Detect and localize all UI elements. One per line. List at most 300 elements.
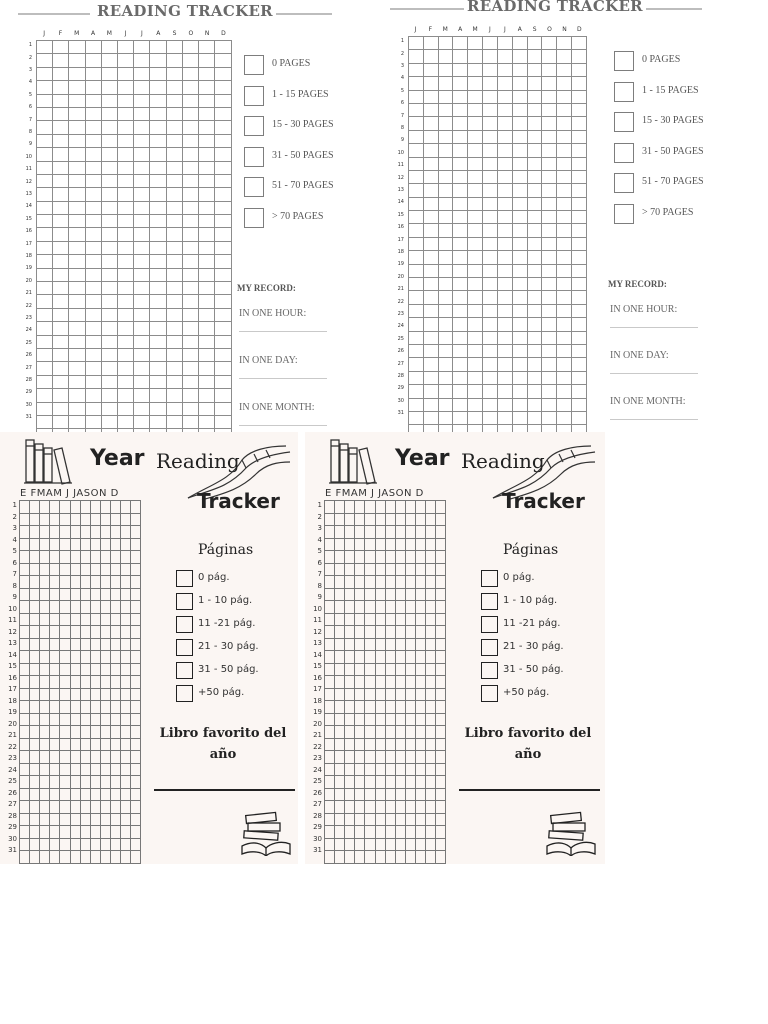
day-cell[interactable] [483,411,498,424]
day-cell[interactable] [90,626,100,639]
day-cell[interactable] [335,576,345,589]
day-cell[interactable] [70,838,80,851]
day-cell[interactable] [215,54,231,67]
day-cell[interactable] [527,331,542,344]
day-cell[interactable] [468,157,483,170]
day-cell[interactable] [20,526,30,539]
day-cell[interactable] [355,788,365,801]
day-cell[interactable] [85,148,101,161]
day-cell[interactable] [150,201,166,214]
day-cell[interactable] [365,638,375,651]
day-cell[interactable] [85,134,101,147]
day-cell[interactable] [100,513,110,526]
day-cell[interactable] [118,54,134,67]
day-cell[interactable] [436,513,446,526]
day-cell[interactable] [375,526,385,539]
day-cell[interactable] [557,385,572,398]
day-cell[interactable] [131,851,141,864]
day-cell[interactable] [30,501,40,514]
day-cell[interactable] [385,713,395,726]
day-cell[interactable] [557,130,572,143]
day-cell[interactable] [69,41,85,54]
day-cell[interactable] [166,41,182,54]
day-cell[interactable] [37,215,53,228]
day-cell[interactable] [375,626,385,639]
day-cell[interactable] [468,90,483,103]
day-cell[interactable] [436,638,446,651]
day-cell[interactable] [483,37,498,50]
day-cell[interactable] [557,197,572,210]
day-cell[interactable] [468,37,483,50]
day-cell[interactable] [101,134,117,147]
day-cell[interactable] [134,148,150,161]
day-cell[interactable] [110,701,120,714]
day-cell[interactable] [453,117,468,130]
day-cell[interactable] [453,170,468,183]
day-cell[interactable] [134,201,150,214]
day-cell[interactable] [30,663,40,676]
day-cell[interactable] [423,157,438,170]
day-cell[interactable] [37,107,53,120]
day-cell[interactable] [50,763,60,776]
day-cell[interactable] [365,526,375,539]
day-cell[interactable] [50,501,60,514]
day-cell[interactable] [134,81,150,94]
day-cell[interactable] [468,144,483,157]
day-cell[interactable] [85,188,101,201]
day-cell[interactable] [345,538,355,551]
day-cell[interactable] [571,130,586,143]
day-cell[interactable] [557,37,572,50]
day-cell[interactable] [215,348,231,361]
day-cell[interactable] [110,738,120,751]
day-cell[interactable] [395,526,405,539]
day-cell[interactable] [385,613,395,626]
day-cell[interactable] [405,651,415,664]
day-cell[interactable] [53,241,69,254]
legend-checkbox[interactable] [176,616,193,633]
day-cell[interactable] [150,348,166,361]
day-cell[interactable] [415,613,425,626]
day-cell[interactable] [53,335,69,348]
day-cell[interactable] [50,563,60,576]
day-cell[interactable] [527,184,542,197]
day-cell[interactable] [150,308,166,321]
legend-checkbox[interactable] [244,116,264,136]
day-cell[interactable] [20,601,30,614]
day-cell[interactable] [150,121,166,134]
day-cell[interactable] [118,41,134,54]
day-cell[interactable] [335,501,345,514]
day-cell[interactable] [70,626,80,639]
day-cell[interactable] [20,763,30,776]
day-cell[interactable] [121,826,131,839]
day-cell[interactable] [131,513,141,526]
day-cell[interactable] [70,638,80,651]
day-cell[interactable] [453,251,468,264]
day-cell[interactable] [131,813,141,826]
day-cell[interactable] [134,362,150,375]
day-cell[interactable] [423,211,438,224]
day-cell[interactable] [512,264,527,277]
day-cell[interactable] [118,295,134,308]
day-cell[interactable] [101,67,117,80]
day-cell[interactable] [118,174,134,187]
day-cell[interactable] [438,50,453,63]
day-cell[interactable] [423,170,438,183]
day-cell[interactable] [85,94,101,107]
day-cell[interactable] [571,197,586,210]
day-cell[interactable] [355,726,365,739]
day-cell[interactable] [100,751,110,764]
day-cell[interactable] [497,425,512,432]
day-cell[interactable] [80,588,90,601]
day-cell[interactable] [121,563,131,576]
day-cell[interactable] [53,282,69,295]
day-cell[interactable] [110,863,120,864]
day-cell[interactable] [131,826,141,839]
day-cell[interactable] [60,501,70,514]
day-cell[interactable] [101,107,117,120]
day-cell[interactable] [512,211,527,224]
day-cell[interactable] [40,726,50,739]
day-cell[interactable] [134,107,150,120]
day-cell[interactable] [118,188,134,201]
day-cell[interactable] [40,663,50,676]
day-cell[interactable] [100,688,110,701]
day-cell[interactable] [199,255,215,268]
day-cell[interactable] [468,117,483,130]
day-cell[interactable] [40,788,50,801]
day-cell[interactable] [60,863,70,864]
day-cell[interactable] [40,613,50,626]
day-cell[interactable] [100,551,110,564]
day-cell[interactable] [436,751,446,764]
day-cell[interactable] [60,763,70,776]
day-cell[interactable] [90,713,100,726]
day-cell[interactable] [355,826,365,839]
day-cell[interactable] [53,107,69,120]
day-cell[interactable] [355,563,365,576]
day-cell[interactable] [438,170,453,183]
day-cell[interactable] [121,838,131,851]
day-cell[interactable] [385,701,395,714]
day-cell[interactable] [453,304,468,317]
day-cell[interactable] [70,751,80,764]
day-cell[interactable] [557,170,572,183]
day-cell[interactable] [134,322,150,335]
day-cell[interactable] [70,538,80,551]
day-cell[interactable] [90,663,100,676]
day-cell[interactable] [110,676,120,689]
day-cell[interactable] [215,134,231,147]
day-cell[interactable] [497,130,512,143]
day-cell[interactable] [80,763,90,776]
day-cell[interactable] [118,308,134,321]
day-cell[interactable] [395,538,405,551]
day-cell[interactable] [101,402,117,415]
day-cell[interactable] [50,688,60,701]
day-cell[interactable] [438,331,453,344]
day-cell[interactable] [468,278,483,291]
day-cell[interactable] [497,90,512,103]
day-cell[interactable] [80,576,90,589]
day-cell[interactable] [355,626,365,639]
day-cell[interactable] [131,801,141,814]
day-cell[interactable] [415,726,425,739]
day-cell[interactable] [345,588,355,601]
day-cell[interactable] [69,308,85,321]
day-cell[interactable] [468,411,483,424]
day-cell[interactable] [385,726,395,739]
day-cell[interactable] [60,676,70,689]
day-cell[interactable] [215,161,231,174]
day-cell[interactable] [100,763,110,776]
day-cell[interactable] [80,526,90,539]
day-cell[interactable] [395,513,405,526]
day-cell[interactable] [80,563,90,576]
day-cell[interactable] [483,278,498,291]
day-cell[interactable] [69,415,85,428]
day-cell[interactable] [60,588,70,601]
day-cell[interactable] [426,663,436,676]
day-cell[interactable] [182,389,198,402]
day-cell[interactable] [355,676,365,689]
day-cell[interactable] [37,308,53,321]
day-cell[interactable] [395,576,405,589]
day-cell[interactable] [182,148,198,161]
day-cell[interactable] [405,826,415,839]
day-cell[interactable] [325,588,335,601]
day-cell[interactable] [438,358,453,371]
legend-checkbox[interactable] [176,570,193,587]
day-cell[interactable] [409,385,424,398]
day-cell[interactable] [345,676,355,689]
day-cell[interactable] [436,551,446,564]
day-cell[interactable] [468,184,483,197]
day-cell[interactable] [385,651,395,664]
day-cell[interactable] [131,726,141,739]
day-cell[interactable] [60,651,70,664]
day-cell[interactable] [483,224,498,237]
day-cell[interactable] [571,291,586,304]
day-cell[interactable] [415,688,425,701]
day-cell[interactable] [110,538,120,551]
day-cell[interactable] [85,389,101,402]
day-cell[interactable] [345,751,355,764]
day-cell[interactable] [335,676,345,689]
day-cell[interactable] [50,551,60,564]
day-cell[interactable] [30,588,40,601]
day-cell[interactable] [453,224,468,237]
day-cell[interactable] [335,738,345,751]
day-cell[interactable] [110,663,120,676]
day-cell[interactable] [497,63,512,76]
day-cell[interactable] [166,94,182,107]
day-cell[interactable] [375,863,385,864]
day-cell[interactable] [423,90,438,103]
day-cell[interactable] [571,50,586,63]
day-cell[interactable] [118,402,134,415]
day-cell[interactable] [110,776,120,789]
day-cell[interactable] [512,184,527,197]
day-cell[interactable] [134,161,150,174]
day-cell[interactable] [375,701,385,714]
day-cell[interactable] [199,107,215,120]
day-cell[interactable] [345,501,355,514]
day-cell[interactable] [483,211,498,224]
day-cell[interactable] [365,801,375,814]
day-cell[interactable] [497,344,512,357]
day-cell[interactable] [415,851,425,864]
day-cell[interactable] [131,663,141,676]
day-cell[interactable] [542,304,557,317]
day-cell[interactable] [426,713,436,726]
day-cell[interactable] [101,335,117,348]
day-cell[interactable] [438,398,453,411]
day-cell[interactable] [409,251,424,264]
day-cell[interactable] [166,228,182,241]
day-cell[interactable] [118,389,134,402]
day-cell[interactable] [395,713,405,726]
day-cell[interactable] [395,501,405,514]
day-cell[interactable] [423,385,438,398]
day-cell[interactable] [100,788,110,801]
day-cell[interactable] [121,688,131,701]
day-cell[interactable] [527,117,542,130]
day-cell[interactable] [80,801,90,814]
day-cell[interactable] [69,241,85,254]
day-cell[interactable] [20,738,30,751]
day-cell[interactable] [426,688,436,701]
day-cell[interactable] [30,776,40,789]
day-cell[interactable] [423,103,438,116]
day-cell[interactable] [375,513,385,526]
day-cell[interactable] [118,335,134,348]
day-cell[interactable] [90,576,100,589]
day-cell[interactable] [497,237,512,250]
day-cell[interactable] [395,551,405,564]
day-cell[interactable] [182,94,198,107]
day-cell[interactable] [409,130,424,143]
legend-checkbox[interactable] [244,55,264,75]
day-cell[interactable] [355,513,365,526]
day-cell[interactable] [325,863,335,864]
day-cell[interactable] [345,788,355,801]
day-cell[interactable] [365,551,375,564]
day-cell[interactable] [110,788,120,801]
day-cell[interactable] [53,322,69,335]
day-cell[interactable] [37,41,53,54]
day-cell[interactable] [497,211,512,224]
day-cell[interactable] [557,157,572,170]
day-cell[interactable] [166,389,182,402]
day-cell[interactable] [426,813,436,826]
day-cell[interactable] [345,813,355,826]
day-cell[interactable] [118,134,134,147]
day-cell[interactable] [335,863,345,864]
day-cell[interactable] [90,613,100,626]
day-cell[interactable] [80,676,90,689]
day-cell[interactable] [131,613,141,626]
day-cell[interactable] [131,676,141,689]
day-cell[interactable] [166,107,182,120]
day-cell[interactable] [365,751,375,764]
day-cell[interactable] [215,282,231,295]
day-cell[interactable] [365,738,375,751]
day-cell[interactable] [30,526,40,539]
day-cell[interactable] [70,676,80,689]
day-cell[interactable] [426,726,436,739]
day-cell[interactable] [468,224,483,237]
day-cell[interactable] [131,601,141,614]
day-cell[interactable] [483,291,498,304]
day-cell[interactable] [409,90,424,103]
day-cell[interactable] [182,268,198,281]
day-cell[interactable] [453,157,468,170]
day-cell[interactable] [423,411,438,424]
day-cell[interactable] [497,157,512,170]
day-cell[interactable] [426,563,436,576]
day-cell[interactable] [70,613,80,626]
day-cell[interactable] [37,348,53,361]
day-cell[interactable] [365,663,375,676]
day-cell[interactable] [131,713,141,726]
day-cell[interactable] [199,295,215,308]
day-cell[interactable] [121,738,131,751]
day-cell[interactable] [100,613,110,626]
day-cell[interactable] [110,563,120,576]
day-cell[interactable] [557,251,572,264]
day-cell[interactable] [60,801,70,814]
day-cell[interactable] [101,362,117,375]
day-cell[interactable] [355,701,365,714]
day-cell[interactable] [497,411,512,424]
day-cell[interactable] [118,415,134,428]
day-cell[interactable] [468,331,483,344]
day-cell[interactable] [571,318,586,331]
day-cell[interactable] [37,255,53,268]
day-cell[interactable] [166,188,182,201]
day-cell[interactable] [199,282,215,295]
day-cell[interactable] [365,701,375,714]
day-cell[interactable] [335,663,345,676]
day-cell[interactable] [199,335,215,348]
day-cell[interactable] [527,170,542,183]
day-cell[interactable] [497,184,512,197]
day-cell[interactable] [30,751,40,764]
day-cell[interactable] [468,211,483,224]
day-cell[interactable] [527,371,542,384]
day-cell[interactable] [426,801,436,814]
day-cell[interactable] [325,563,335,576]
day-cell[interactable] [365,863,375,864]
day-cell[interactable] [542,237,557,250]
day-cell[interactable] [134,228,150,241]
day-cell[interactable] [409,411,424,424]
day-cell[interactable] [20,638,30,651]
day-cell[interactable] [468,103,483,116]
day-cell[interactable] [85,335,101,348]
day-cell[interactable] [69,201,85,214]
day-cell[interactable] [426,526,436,539]
day-cell[interactable] [453,398,468,411]
day-cell[interactable] [50,738,60,751]
day-cell[interactable] [415,801,425,814]
day-cell[interactable] [415,763,425,776]
day-cell[interactable] [40,826,50,839]
day-cell[interactable] [365,763,375,776]
